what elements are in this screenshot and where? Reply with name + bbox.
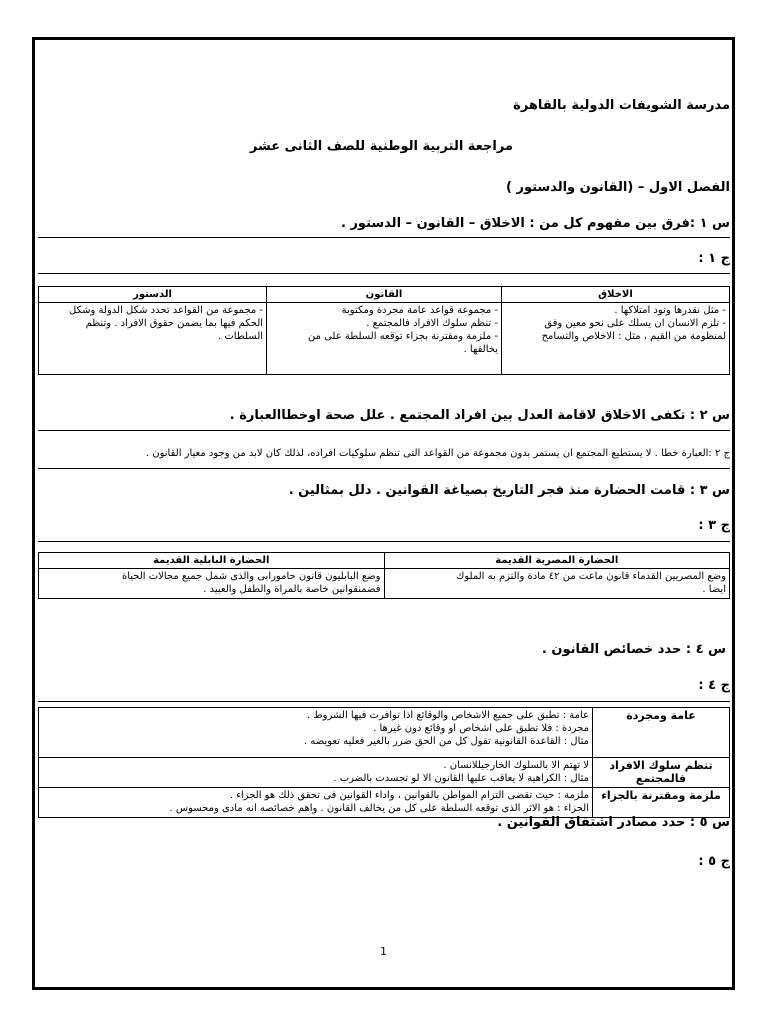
divider: [38, 541, 730, 542]
row-label-binding: ملزمة ومقترنة بالجزاء: [593, 788, 730, 818]
row-content-binding: ملزمة : حيث تقضى التزام المواطن بالقوانين ، واداء القوانين فى تحقق ذلك هو الجزاء . الجزاء : هو الاثر الذى توقعه السلطة على كل من يخالف القانون . واهم خصائصه انه مادى ومحسوس .: [39, 788, 593, 818]
page-number: 1: [380, 945, 387, 958]
cell-constitution: - مجموعة من القواعد تحدد شكل الدولة وشكل الحكم فيها بما يضمن حقوق الافراد . وتنظم السلطات .: [39, 303, 267, 375]
cell-babylonian: وضع البابليون قانون حامورابى والذى شمل جميع مجالات الحياة فضمنقوانين خاصة بالمراة والطفل والعبيد .: [39, 569, 385, 599]
school-name: مدرسة الشويفات الدولية بالقاهرة: [513, 98, 730, 113]
header-egyptian: الحضارة المصرية القديمة: [384, 553, 730, 569]
divider: [38, 468, 730, 469]
header-babylonian: الحضارة البابلية القديمة: [39, 553, 385, 569]
q1-comparison-table: [38, 286, 730, 375]
q5-answer-label: ج ٥ :: [698, 854, 730, 869]
q4-question: س ٤ : حدد خصائص القانون .: [541, 642, 726, 657]
header-law: القانون: [267, 287, 502, 303]
row-content-general: عامة : تطبق على جميع الاشخاص والوقائع اذا توافرت فيها الشروط . مجردة : فلا تطبق على اشخاص او وقائع دون غيرها . مثال : القاعدة القانونية تقول كل من الحق ضرر بالغير فعليه تعويضه .: [39, 708, 593, 758]
divider: [38, 430, 730, 431]
q2-question: س ٢ : تكفى الاخلاق لاقامة العدل بين افراد المجتمع . علل صحة اوخطاالعبارة .: [229, 408, 730, 423]
row-label-behavior: تنظم سلوك الافراد فالمجتمع: [593, 758, 730, 788]
row-label-general: عامة ومجردة: [593, 708, 730, 758]
header-ethics: الاخلاق: [501, 287, 729, 303]
chapter-title: الفصل الاول – (القانون والدستور ): [506, 180, 730, 195]
divider: [38, 237, 730, 238]
divider: [38, 273, 730, 274]
q5-question: س ٥ : حدد مصادر اشتقاق القوانين .: [497, 815, 730, 830]
q4-characteristics-table: [38, 707, 730, 818]
cell-ethics: - مثل نقدرها ونود امتلاكها . - تلزم الانسان ان يسلك على نحو معين وفق لمنظومة من القيم ، مثل : الاخلاص والتسامح: [501, 303, 729, 375]
q3-civilizations-table: [38, 552, 730, 599]
cell-law: - مجموعة قواعد عامة مجردة ومكتوبة - تنظم سلوك الافراد فالمجتمع . - ملزمة ومقترنة بجزاء توقعه السلطة على من يخالفها .: [267, 303, 502, 375]
q3-question: س ٣ : قامت الحضارة منذ فجر التاريخ بصياغة القوانين . دلل بمثالين .: [288, 483, 730, 498]
divider: [38, 701, 730, 702]
q1-answer-label: ج ١ :: [698, 251, 730, 266]
q1-question: س ١ :فرق بين مفهوم كل من : الاخلاق – القانون – الدستور .: [340, 216, 730, 231]
document-page: [38, 40, 730, 984]
q2-answer: ج ٢ :العبارة خطا . لا يستطيع المجتمع ان يستمر بدون مجموعة من القواعد التى تنظم سلوكيات افراده، لذلك كان لابد من وجود معيار القانون .: [145, 448, 730, 459]
q4-answer-label: ج ٤ :: [698, 678, 730, 693]
review-title: مراجعة التربية الوطنية للصف الثانى عشر: [249, 139, 513, 154]
q3-answer-label: ج ٣ :: [698, 518, 730, 533]
header-constitution: الدستور: [39, 287, 267, 303]
row-content-behavior: لا تهتم الا بالسلوك الخارجيللانسان . مثال : الكراهية لا يعاقب عليها القانون الا لو تجسدت بالضرب .: [39, 758, 593, 788]
cell-egyptian: وضع المصريين القدماء قانون ماعت من ٤٢ مادة والتزم به الملوك ايضا .: [384, 569, 730, 599]
